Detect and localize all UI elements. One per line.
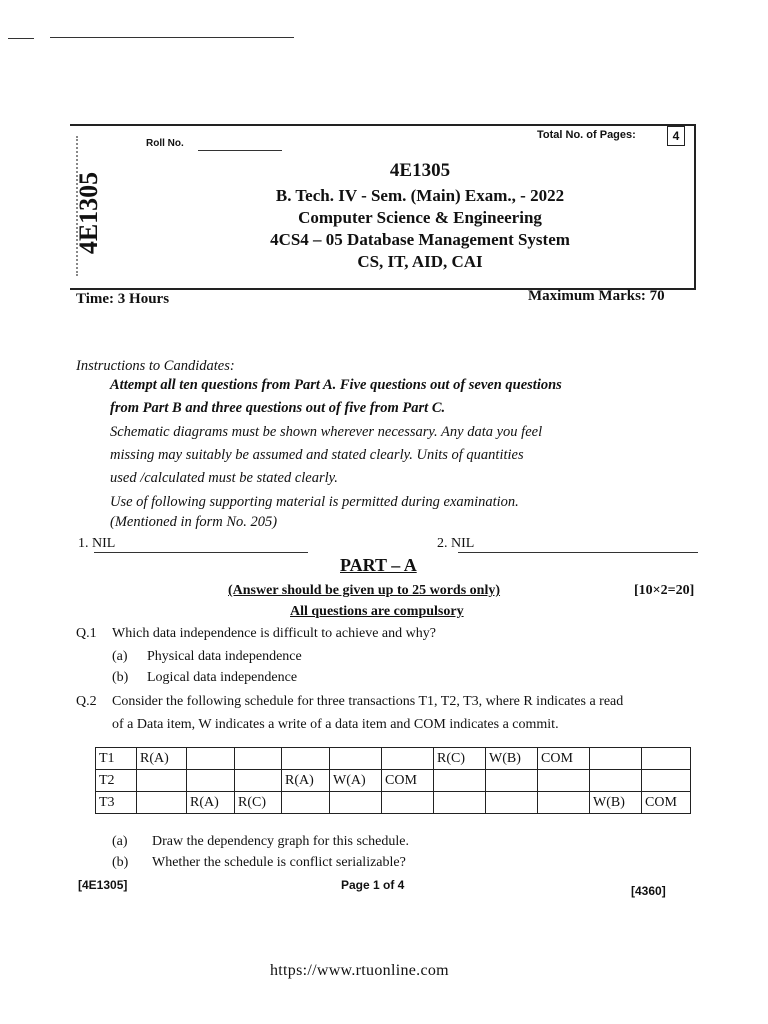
instruction-line: Attempt all ten questions from Part A. Five questions out of seven questions bbox=[110, 377, 562, 393]
q2-b-text: Whether the schedule is conflict serializable? bbox=[152, 855, 406, 870]
q2-a-text: Draw the dependency graph for this schedule. bbox=[152, 834, 409, 849]
top-rule-short bbox=[8, 38, 34, 39]
part-a-marks: [10×2=20] bbox=[634, 583, 695, 598]
schedule-cell bbox=[382, 748, 434, 770]
schedule-cell: T2 bbox=[96, 770, 137, 792]
schedule-cell: R(C) bbox=[434, 748, 486, 770]
schedule-cell bbox=[187, 770, 235, 792]
q1-a-label: (a) bbox=[112, 649, 128, 664]
schedule-cell bbox=[486, 770, 538, 792]
table-row bbox=[96, 748, 691, 770]
schedule-cell bbox=[282, 748, 330, 770]
total-pages-label: Total No. of Pages: bbox=[537, 129, 636, 141]
roll-no-field bbox=[198, 150, 282, 151]
schedule-cell bbox=[538, 792, 590, 814]
schedule-cell bbox=[642, 748, 691, 770]
schedule-cell: COM bbox=[538, 748, 590, 770]
q1-b-text: Logical data independence bbox=[147, 670, 298, 685]
schedule-cell bbox=[486, 792, 538, 814]
schedule-cell: R(A) bbox=[187, 792, 235, 814]
instruction-line: Use of following supporting material is permitted during examination. bbox=[110, 494, 519, 510]
q2-b-label: (b) bbox=[112, 855, 129, 870]
paper-code: 4E1305 bbox=[389, 160, 451, 181]
subject-title: 4CS4 – 05 Database Management System bbox=[270, 230, 570, 249]
q1-number: Q.1 bbox=[76, 626, 97, 641]
schedule-cell: R(C) bbox=[235, 792, 282, 814]
material-item-2: 2. NIL bbox=[437, 536, 475, 551]
schedule-cell: COM bbox=[382, 770, 434, 792]
instruction-line: from Part B and three questions out of five from Part C. bbox=[110, 400, 446, 416]
schedule-cell bbox=[137, 770, 187, 792]
footer-code: [4E1305] bbox=[78, 878, 128, 892]
schedule-cell bbox=[330, 792, 382, 814]
schedule-cell bbox=[235, 748, 282, 770]
schedule-cell: COM bbox=[642, 792, 691, 814]
material-line-2 bbox=[458, 552, 698, 553]
q1-b-label: (b) bbox=[112, 670, 129, 685]
answer-note: (Answer should be given up to 25 words only) bbox=[228, 583, 501, 598]
instruction-line: Schematic diagrams must be shown wherever necessary. Any data you feel bbox=[110, 424, 543, 440]
schedule-cell bbox=[137, 792, 187, 814]
exam-title: B. Tech. IV - Sem. (Main) Exam., - 2022 bbox=[275, 186, 565, 205]
schedule-cell: R(A) bbox=[282, 770, 330, 792]
source-url: https://www.rtuonline.com bbox=[270, 962, 449, 979]
footer-page: Page 1 of 4 bbox=[341, 878, 405, 892]
schedule-cell: W(B) bbox=[486, 748, 538, 770]
q2-line-1: Consider the following schedule for three transactions T1, T2, T3, where R indicates a read bbox=[112, 694, 624, 709]
schedule-cell: W(A) bbox=[330, 770, 382, 792]
material-item-1: 1. NIL bbox=[78, 536, 116, 551]
schedule-cell bbox=[382, 792, 434, 814]
table-row bbox=[96, 792, 691, 814]
q1-a-text: Physical data independence bbox=[147, 649, 302, 664]
footer-serial: [4360] bbox=[631, 884, 666, 898]
max-marks-label: Maximum Marks: 70 bbox=[528, 288, 665, 304]
schedule-cell bbox=[538, 770, 590, 792]
schedule-cell bbox=[282, 792, 330, 814]
schedule-cell bbox=[434, 770, 486, 792]
schedule-cell bbox=[187, 748, 235, 770]
schedule-table bbox=[95, 747, 691, 814]
instruction-line: used /calculated must be stated clearly. bbox=[110, 470, 338, 486]
instructions-heading: Instructions to Candidates: bbox=[76, 358, 235, 374]
schedule-cell bbox=[590, 770, 642, 792]
material-line-1 bbox=[94, 552, 308, 553]
part-a-title: PART – A bbox=[340, 555, 417, 575]
schedule-cell bbox=[590, 748, 642, 770]
schedule-cell: T3 bbox=[96, 792, 137, 814]
schedule-cell bbox=[330, 748, 382, 770]
compulsory-note: All questions are compulsory bbox=[290, 604, 464, 619]
schedule-cell bbox=[642, 770, 691, 792]
total-pages-value: 4 bbox=[667, 126, 685, 146]
q2-a-label: (a) bbox=[112, 834, 128, 849]
instruction-line: missing may suitably be assumed and stated clearly. Units of quantities bbox=[110, 447, 524, 463]
branch-title: Computer Science & Engineering bbox=[298, 208, 542, 227]
roll-no-label: Roll No. bbox=[146, 138, 184, 149]
schedule-cell bbox=[235, 770, 282, 792]
schedule-cell bbox=[434, 792, 486, 814]
streams-title: CS, IT, AID, CAI bbox=[357, 252, 483, 271]
q1-text: Which data independence is difficult to achieve and why? bbox=[112, 626, 436, 641]
schedule-cell: T1 bbox=[96, 748, 137, 770]
schedule-cell: R(A) bbox=[137, 748, 187, 770]
table-row bbox=[96, 770, 691, 792]
q2-number: Q.2 bbox=[76, 694, 97, 709]
schedule-cell: W(B) bbox=[590, 792, 642, 814]
time-label: Time: 3 Hours bbox=[76, 291, 170, 307]
q2-line-2: of a Data item, W indicates a write of a data item and COM indicates a commit. bbox=[112, 717, 559, 732]
instruction-line: (Mentioned in form No. 205) bbox=[110, 514, 278, 530]
top-rule-long bbox=[50, 37, 294, 38]
